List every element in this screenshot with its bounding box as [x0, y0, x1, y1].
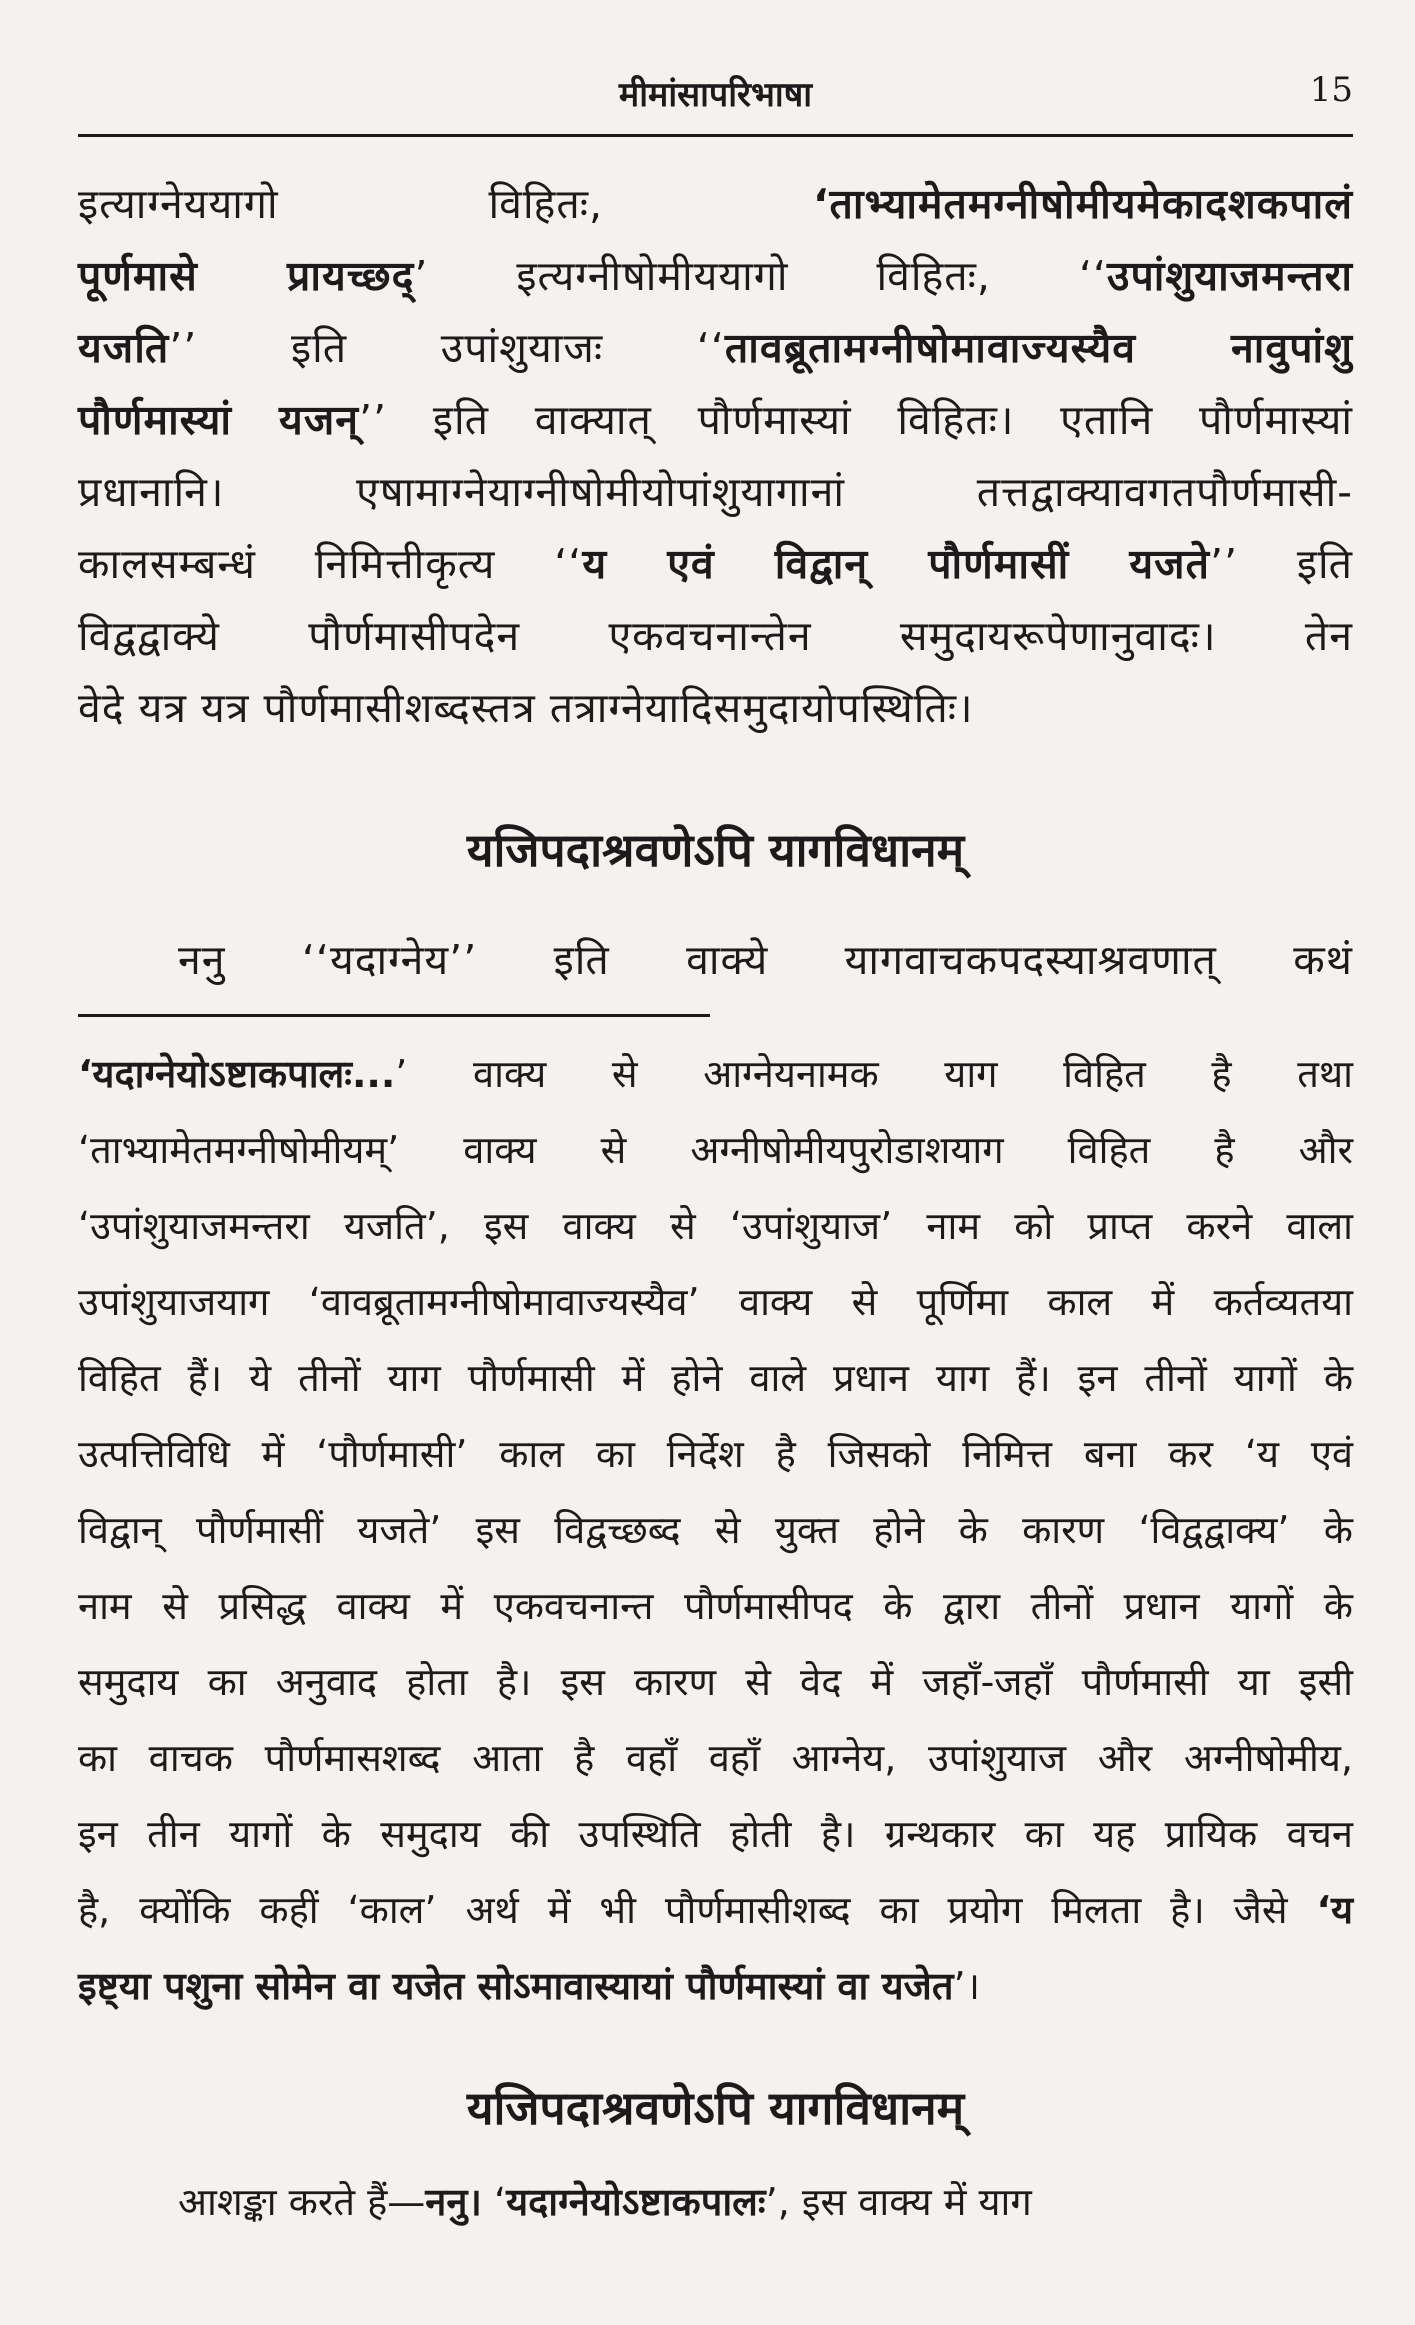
text-line [78, 1348, 1353, 1408]
text-span: आशङ्का करते हैं— [178, 2180, 426, 2224]
text-span: प्रधानानि। एषामाग्नेयाग्नीषोमीयोपांशुयागानां तत्तद्वाक्यावगतपौर्णमासी- [78, 468, 1353, 516]
bold-span: ‘य [1316, 1888, 1353, 1932]
text-span: वेदे यत्र यत्र पौर्णमासीशब्दस्तत्र तत्राग्नेयादिसमुदायोपस्थितिः। [78, 684, 974, 732]
bold-span: ‘ताभ्यामेतमग्नीषोमीयमेकादशकपालं [812, 180, 1353, 228]
text-line [78, 1272, 1353, 1332]
text-span: ’। [953, 1964, 980, 2008]
bold-span: पूर्णमासे प्रायच्छद् [78, 252, 415, 300]
text-line [78, 1880, 1353, 1940]
text-line [78, 1196, 1353, 1256]
running-title: मीमांसापरिभाषा [618, 75, 813, 115]
text-line [78, 462, 1353, 522]
bold-span: ‘यदाग्नेयोऽष्टाकपालः... [78, 1052, 396, 1096]
text-line [78, 678, 1353, 738]
header-rule [78, 134, 1353, 137]
text-span: विहित हैं। ये तीनों याग पौर्णमासी में होने वाले प्रधान याग हैं। इन तीनों यागों के [78, 1356, 1353, 1400]
bold-span: यजति [78, 324, 170, 372]
text-line [78, 1804, 1353, 1864]
text-span: ’ इत्यग्नीषोमीययागो विहितः, ‘‘ [414, 252, 1108, 300]
bold-span: यदाग्नेयोऽष्टाकपालः [506, 2180, 766, 2224]
page-number: 15 [1309, 70, 1353, 110]
text-line [78, 1120, 1353, 1180]
text-line [78, 390, 1353, 450]
text-span: उत्पत्तिविधि में ‘पौर्णमासी’ काल का निर्देश है जिसको निमित्त बना कर ‘य एवं [78, 1432, 1353, 1476]
text-line [78, 534, 1353, 594]
text-span: है, क्योंकि कहीं ‘काल’ अर्थ में भी पौर्णमासीशब्द का प्रयोग मिलता है। जैसे [78, 1888, 1317, 1932]
bold-span: पौर्णमास्यां यजन् [78, 396, 359, 444]
text-line [78, 246, 1353, 306]
text-span: ’’ इति उपांशुयाजः ‘‘ [169, 324, 725, 372]
text-span: नाम से प्रसिद्ध वाक्य में एकवचनान्त पौर्णमासीपद के द्वारा तीनों प्रधान यागों के [78, 1584, 1353, 1628]
text-span: विद्वद्वाक्ये पौर्णमासीपदेन एकवचनान्तेन समुदायरूपेणानुवादः। तेन [78, 612, 1353, 660]
bold-span: ननु। [425, 2180, 482, 2224]
text-line [78, 1652, 1353, 1712]
text-line [78, 1956, 1353, 2016]
text-line [78, 174, 1353, 234]
bold-span: इष्ट्या पशुना सोमेन वा यजेत सोऽमावास्यायां पौर्णमास्यां वा यजेत [78, 1964, 954, 2008]
text-line [78, 1500, 1353, 1560]
section-heading: यजिपदाश्रवणेऽपि यागविधानम् [466, 823, 965, 877]
text-span: ननु ‘‘यदाग्नेय’’ इति वाक्ये यागवाचकपदस्याश्रवणात् कथं [178, 936, 1353, 984]
text-span: ’, इस वाक्य में याग [765, 2180, 1032, 2224]
text-span: इत्याग्नेययागो विहितः, [78, 180, 813, 228]
text-line [178, 930, 1353, 990]
text-span: का वाचक पौर्णमासशब्द आता है वहाँ वहाँ आग्नेय, उपांशुयाज और अग्नीषोमीय, [78, 1736, 1353, 1780]
text-span: इन तीन यागों के समुदाय की उपस्थिति होती है। ग्रन्थकार का यह प्रायिक वचन [78, 1812, 1353, 1856]
text-span: ‘ताभ्यामेतमग्नीषोमीयम्’ वाक्य से अग्नीषोमीयपुरोडाशयाग विहित है और [78, 1128, 1353, 1172]
text-line [78, 606, 1353, 666]
text-span: ’’ इति [1209, 540, 1353, 588]
text-line [78, 1424, 1353, 1484]
running-header [78, 70, 1353, 130]
text-span: कालसम्बन्धं निमित्तीकृत्य ‘‘ [78, 540, 583, 588]
text-span: ‘ [481, 2180, 507, 2224]
text-line [78, 1044, 1353, 1104]
text-span: विद्वान् पौर्णमासीं यजते’ इस विद्वच्छब्द से युक्त होने के कारण ‘विद्वद्वाक्य’ के [78, 1508, 1353, 1552]
text-line [78, 1576, 1353, 1636]
text-line [78, 318, 1353, 378]
text-span: समुदाय का अनुवाद होता है। इस कारण से वेद में जहाँ-जहाँ पौर्णमासी या इसी [78, 1660, 1353, 1704]
bold-span: उपांशुयाजमन्तरा [1107, 252, 1354, 300]
bold-span: य एवं विद्वान् पौर्णमासीं यजते [582, 540, 1210, 588]
text-span: ‘उपांशुयाजमन्तरा यजति’, इस वाक्य से ‘उपांशुयाज’ नाम को प्राप्त करने वाला [78, 1204, 1353, 1248]
text-line [178, 2172, 1353, 2232]
bold-span: तावब्रूतामग्नीषोमावाज्यस्यैव नावुपांशु [724, 324, 1353, 372]
text-span: उपांशुयाजयाग ‘वावब्रूतामग्नीषोमावाज्यस्यैव’ वाक्य से पूर्णिमा काल में कर्तव्यतया [78, 1280, 1353, 1324]
translation-rule [78, 1014, 710, 1017]
translation-heading: यजिपदाश्रवणेऽपि यागविधानम् [466, 2081, 965, 2135]
text-span: ’’ इति वाक्यात् पौर्णमास्यां विहितः। एतानि पौर्णमास्यां [359, 396, 1353, 444]
text-line [78, 1728, 1353, 1788]
text-span: ’ वाक्य से आग्नेयनामक याग विहित है तथा [395, 1052, 1353, 1096]
